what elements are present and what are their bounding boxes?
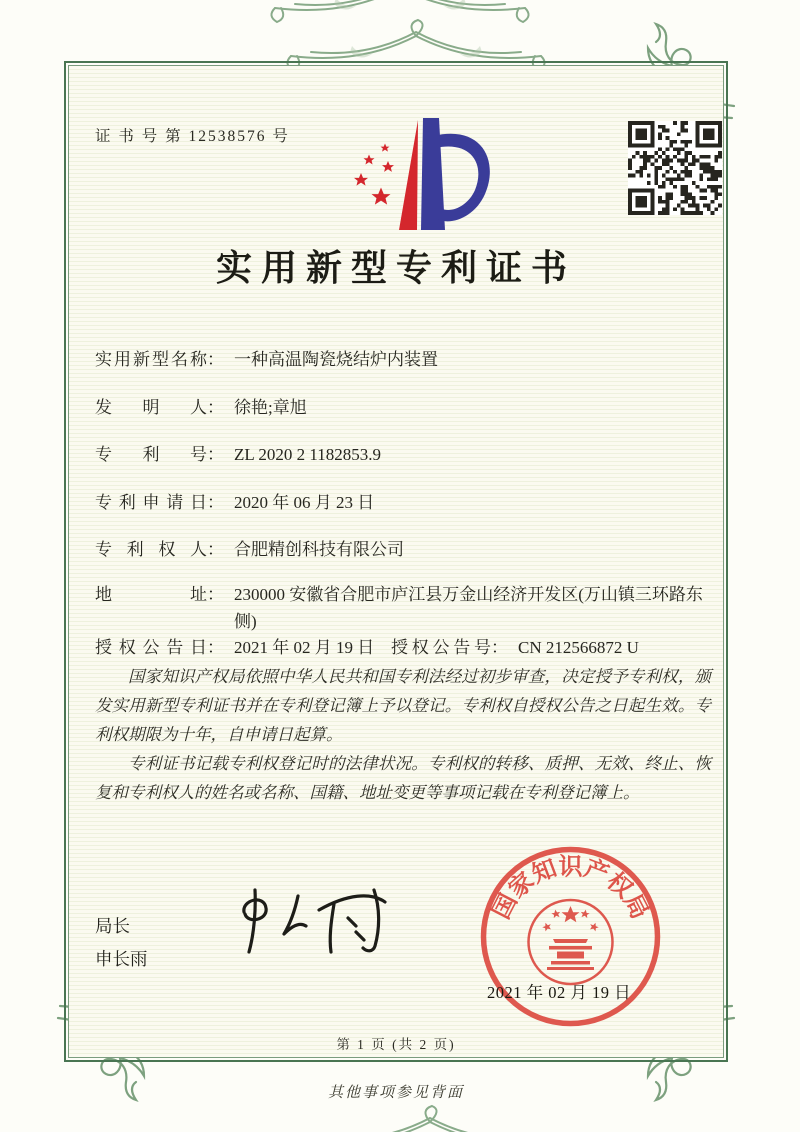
field-label: 授权公告号 xyxy=(391,638,491,657)
field-row-inventor xyxy=(95,394,709,421)
field-row-grant xyxy=(95,634,709,661)
seal-date: 2021 年 02 月 19 日 xyxy=(487,983,632,1002)
field-colon: ： xyxy=(207,493,224,512)
qr-code xyxy=(628,121,722,215)
cnipa-logo-icon xyxy=(335,110,505,238)
field-colon: ： xyxy=(207,585,224,604)
director-name: 申长雨 xyxy=(95,949,148,969)
field-colon: ： xyxy=(207,445,224,464)
field-row-name xyxy=(95,346,709,373)
legal-paragraph-2: 专利证书记载专利权登记时的法律状况。专利权的转移、质押、无效、终止、恢复和专利权人的姓名或名称、国籍、地址变更等事项记载在专利登记簿上。 xyxy=(95,754,711,802)
legal-paragraph-1: 国家知识产权局依照中华人民共和国专利法经过初步审查，决定授予专利权，颁发实用新型专利证书并在专利登记簿上予以登记。专利权自授权公告之日起生效。专利权期限为十年，自申请日起算。 xyxy=(95,667,711,744)
field-row-patentee xyxy=(95,536,709,563)
national-emblem-icon xyxy=(529,900,613,984)
page-number: 第 1 页 (共 2 页) xyxy=(336,1037,456,1052)
field-row-address xyxy=(95,581,709,635)
field-row-filing-date xyxy=(95,489,709,516)
field-value: 230000 安徽省合肥市庐江县万金山经济开发区(万山镇三环路东侧) xyxy=(234,585,703,631)
field-label: 专利号 xyxy=(95,445,207,464)
field-value: ZL 2020 2 1182853.9 xyxy=(234,445,382,464)
field-value: 一种高温陶瓷烧结炉内装置 xyxy=(234,350,438,369)
certificate-title: 实用新型专利证书 xyxy=(215,248,576,288)
director-signature-script xyxy=(222,876,417,966)
field-colon: ： xyxy=(207,350,224,369)
field-colon: ： xyxy=(207,398,224,417)
field-value: CN 212566872 U xyxy=(518,638,639,657)
field-value: 徐艳;章旭 xyxy=(234,398,307,417)
director-title: 局长 xyxy=(95,916,130,936)
field-colon: ： xyxy=(491,638,508,657)
certificate-number: 证 书 号 第 12538576 号 xyxy=(95,128,290,145)
field-label: 发明人 xyxy=(95,398,207,417)
field-colon: ： xyxy=(207,540,224,559)
field-value: 2021 年 02 月 19 日 xyxy=(234,638,375,657)
director-block xyxy=(95,910,148,976)
field-colon: ： xyxy=(207,638,224,657)
field-label: 实用新型名称 xyxy=(95,350,207,369)
field-label: 专利权人 xyxy=(95,540,207,559)
legal-text-block xyxy=(95,662,711,807)
field-label: 地址 xyxy=(95,585,207,604)
field-label: 专利申请日 xyxy=(95,493,207,512)
field-value: 2020 年 06 月 23 日 xyxy=(234,493,375,512)
back-note: 其他事项参见背面 xyxy=(327,1085,464,1101)
field-value: 合肥精创科技有限公司 xyxy=(234,540,404,559)
seal-arc-text: 国家知识产权局 xyxy=(488,854,653,924)
field-row-patent-number xyxy=(95,441,709,468)
field-label: 授权公告日 xyxy=(95,638,207,657)
